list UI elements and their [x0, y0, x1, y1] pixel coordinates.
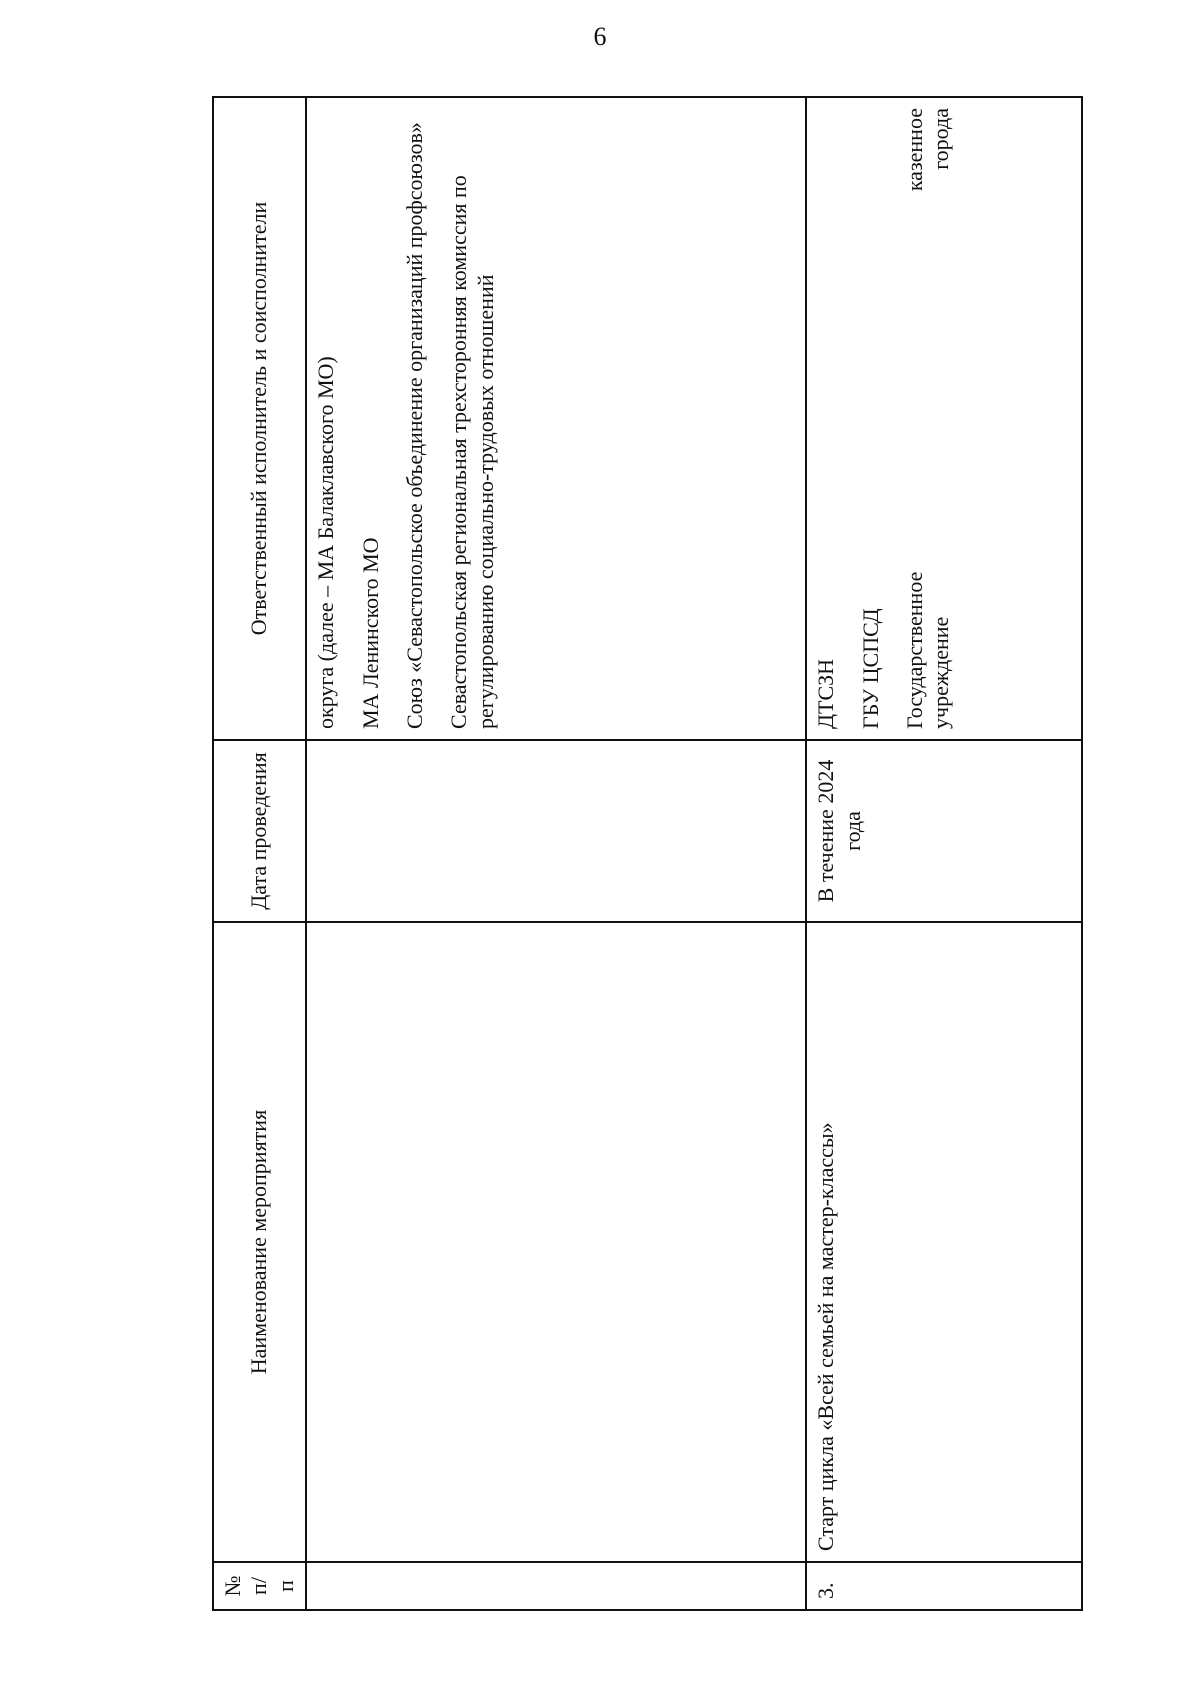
cell-responsible	[806, 97, 1082, 740]
header-name: Наименование мероприятия	[213, 922, 306, 1562]
cell-number: 3.	[806, 1562, 1082, 1610]
responsible-entry: округа (далее – МА Балаклавского МО)	[313, 356, 339, 729]
table-row	[806, 97, 1082, 1610]
responsible-entry-justified: учреждение города	[928, 108, 954, 729]
cell-date: В течение 2024 года	[806, 740, 1082, 922]
responsible-entry: ДТСЗН	[813, 658, 839, 729]
cell-name	[306, 922, 806, 1562]
table-header-row	[213, 97, 306, 1610]
header-number: № п/п	[213, 1562, 306, 1610]
cell-date	[306, 740, 806, 922]
header-date: Дата проведения	[213, 740, 306, 922]
responsible-entry: МА Ленинского МО	[357, 537, 383, 729]
events-table	[212, 96, 1083, 1611]
responsible-entry: ГБУ ЦСПСД	[857, 608, 883, 729]
cell-number	[306, 1562, 806, 1610]
rotated-table-container	[212, 98, 1030, 1611]
responsible-entry-justified: Государственное казенное	[901, 108, 927, 729]
page-number: 6	[593, 22, 607, 51]
header-responsible: Ответственный исполнитель и соисполнители	[213, 97, 306, 740]
cell-name: Старт цикла «Всей семьей на мастер-классы»	[806, 922, 1082, 1562]
cell-responsible	[306, 97, 806, 740]
responsible-entry: Союз «Севастопольское объединение организаций профсоюзов»	[401, 122, 427, 729]
responsible-entry: Севастопольская региональная трехсторонняя комиссия по регулированию социально-трудовых отношений	[446, 175, 498, 729]
table-row	[306, 97, 806, 1610]
